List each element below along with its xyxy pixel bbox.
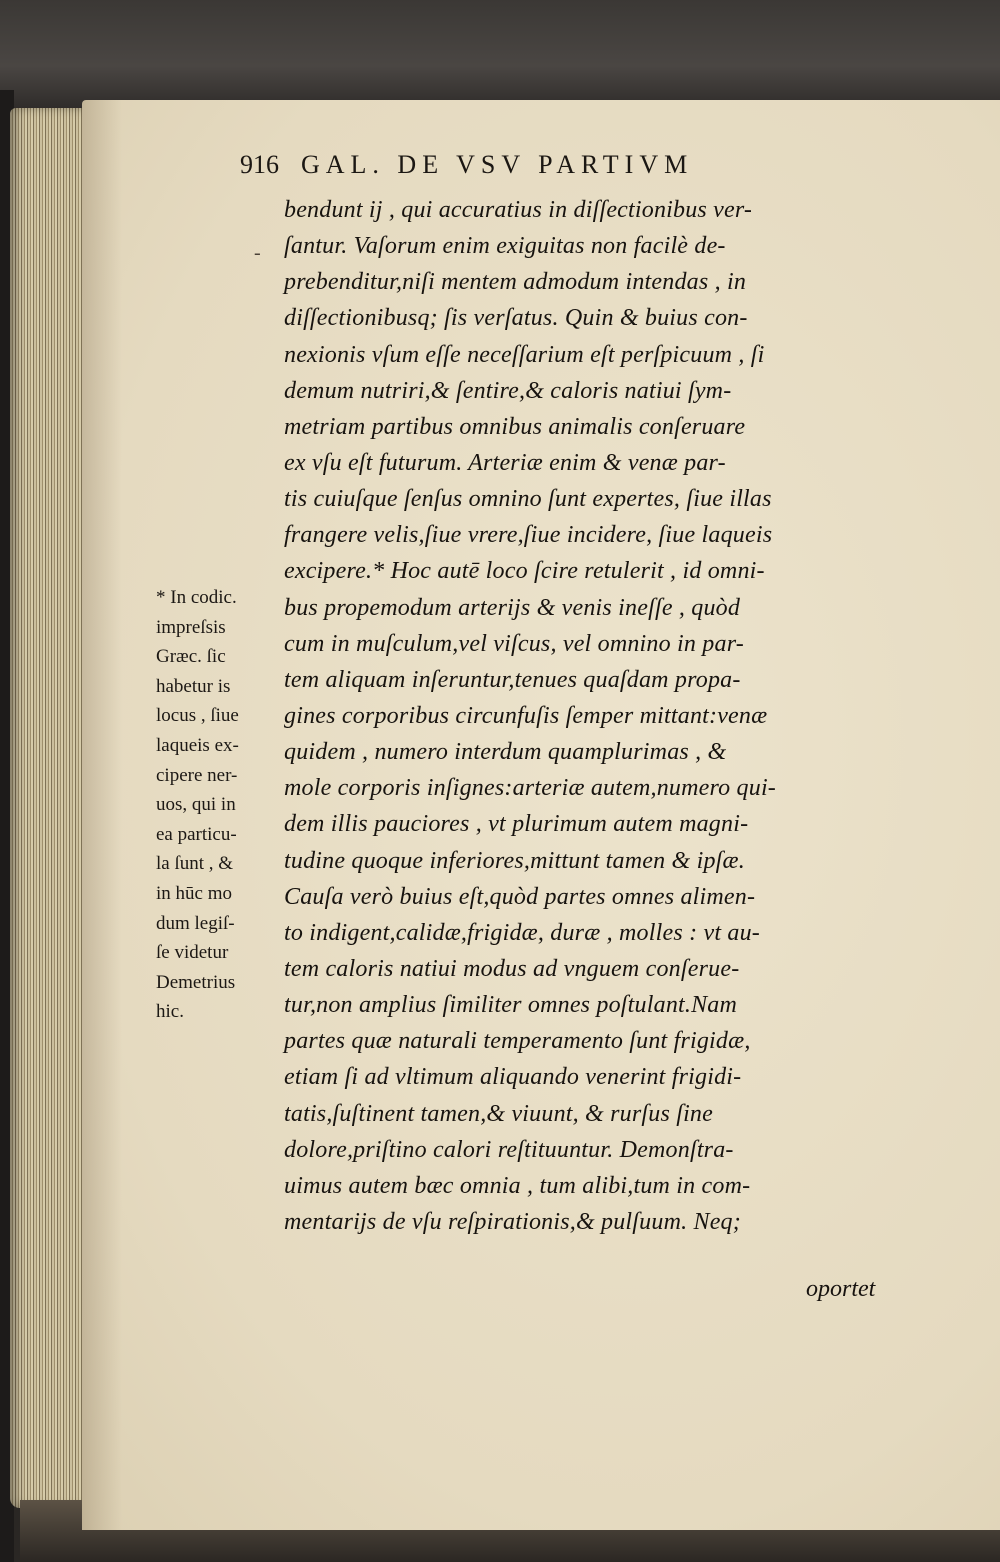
marginal-note-line: hic. [156, 1001, 184, 1023]
text-line: tem aliquam inſeruntur,tenues quaſdam propa- [284, 666, 741, 693]
book-page-edges [10, 108, 88, 1508]
text-line: tem caloris natiui modus ad vnguem conſerue- [284, 955, 740, 982]
margin-mark: - [254, 242, 261, 264]
text-line: to indigent,calidæ,frigidæ, duræ , molles : vt au- [284, 919, 760, 946]
text-line: tudine quoque inferiores,mittunt tamen & ipſæ. [284, 847, 745, 874]
marginal-note-line: ſe videtur [156, 942, 229, 964]
marginal-note-line: habetur is [156, 675, 231, 697]
marginal-note-line: in hūc mo [156, 882, 232, 904]
text-line: dolore,priſtino calori reſtituuntur. Demonſtra- [284, 1136, 734, 1163]
marginal-note-line: laqueis ex- [156, 734, 239, 756]
marginal-note-line: la ſunt , & [156, 853, 234, 875]
text-line: etiam ſi ad vltimum aliquando venerint frigidi- [284, 1064, 742, 1091]
text-line: metriam partibus omnibus animalis conſeruare [284, 413, 746, 440]
scan-backdrop [0, 0, 1000, 110]
text-line: cum in muſculum,vel viſcus, vel omnino in par- [284, 630, 744, 657]
text-line: bus propemodum arterijs & venis ineſſe , quòd [284, 594, 741, 621]
text-line: tis cuiuſque ſenſus omnino ſunt expertes, ſiue illas [284, 486, 772, 513]
marginal-note-line: * In codic. [156, 587, 237, 608]
marginal-note-line: Græc. ſic [156, 646, 226, 668]
text-line: Cauſa verò buius eſt,quòd partes omnes alimen- [284, 883, 756, 910]
marginal-note-line: dum legiſ- [156, 912, 235, 934]
text-line: mole corporis inſignes:arteriæ autem,numero qui- [284, 775, 777, 802]
text-line: tur,non amplius ſimiliter omnes poſtulant.Nam [284, 992, 738, 1019]
main-text-block [284, 192, 924, 1240]
text-line: nexionis vſum eſſe neceſſarium eſt perſpicuum , ſi [284, 341, 765, 368]
marginal-note-line: cipere ner- [156, 764, 238, 786]
text-line: frangere velis,ſiue vrere,ſiue incidere, ſiue laqueis [284, 522, 773, 549]
marginal-note-line: Demetrius [156, 971, 236, 993]
text-line: prebenditur,niſi mentem admodum intendas , in [284, 269, 747, 296]
text-line: partes quæ naturali temperamento ſunt frigidæ, [284, 1028, 751, 1055]
text-line: ex vſu eſt futurum. Arteriæ enim & venæ par- [284, 449, 726, 476]
text-line: bendunt ij , qui accuratius in diſſectionibus ver- [284, 197, 753, 223]
marginal-note [156, 583, 296, 1027]
running-head [240, 150, 840, 190]
text-line: uimus autem bæc omnia , tum alibi,tum in com- [284, 1172, 751, 1199]
text-line: tatis,ſuſtinent tamen,& viuunt, & rurſus ſine [284, 1100, 713, 1127]
marginal-note-line: ea particu- [156, 823, 237, 845]
text-line: diſſectionibusq; ſis verſatus. Quin & buius con- [284, 305, 748, 332]
page-number: 916 [240, 150, 279, 179]
text-line: quidem , numero interdum quamplurimas , & [284, 739, 727, 766]
marginal-note-line: uos, qui in [156, 794, 236, 816]
text-line: gines corporibus circunfuſis ſemper mittant:venæ [284, 702, 768, 729]
catchword: oportet [806, 1276, 876, 1302]
text-line: ſantur. Vaſorum enim exiguitas non facilè de- [284, 233, 726, 260]
text-line: excipere.* Hoc autē loco ſcire retulerit , id omni- [284, 558, 765, 585]
text-line: demum nutriri,& ſentire,& caloris natiui ſym- [284, 377, 732, 404]
text-line: mentarijs de vſu reſpirationis,& pulſuum. Neq; [284, 1208, 741, 1235]
running-title: GAL. DE VSV PARTIVM [301, 150, 694, 179]
text-line: dem illis pauciores , vt plurimum autem magni- [284, 811, 749, 838]
marginal-note-line: impreſsis [156, 616, 226, 638]
marginal-note-line: locus , ſiue [156, 705, 239, 727]
